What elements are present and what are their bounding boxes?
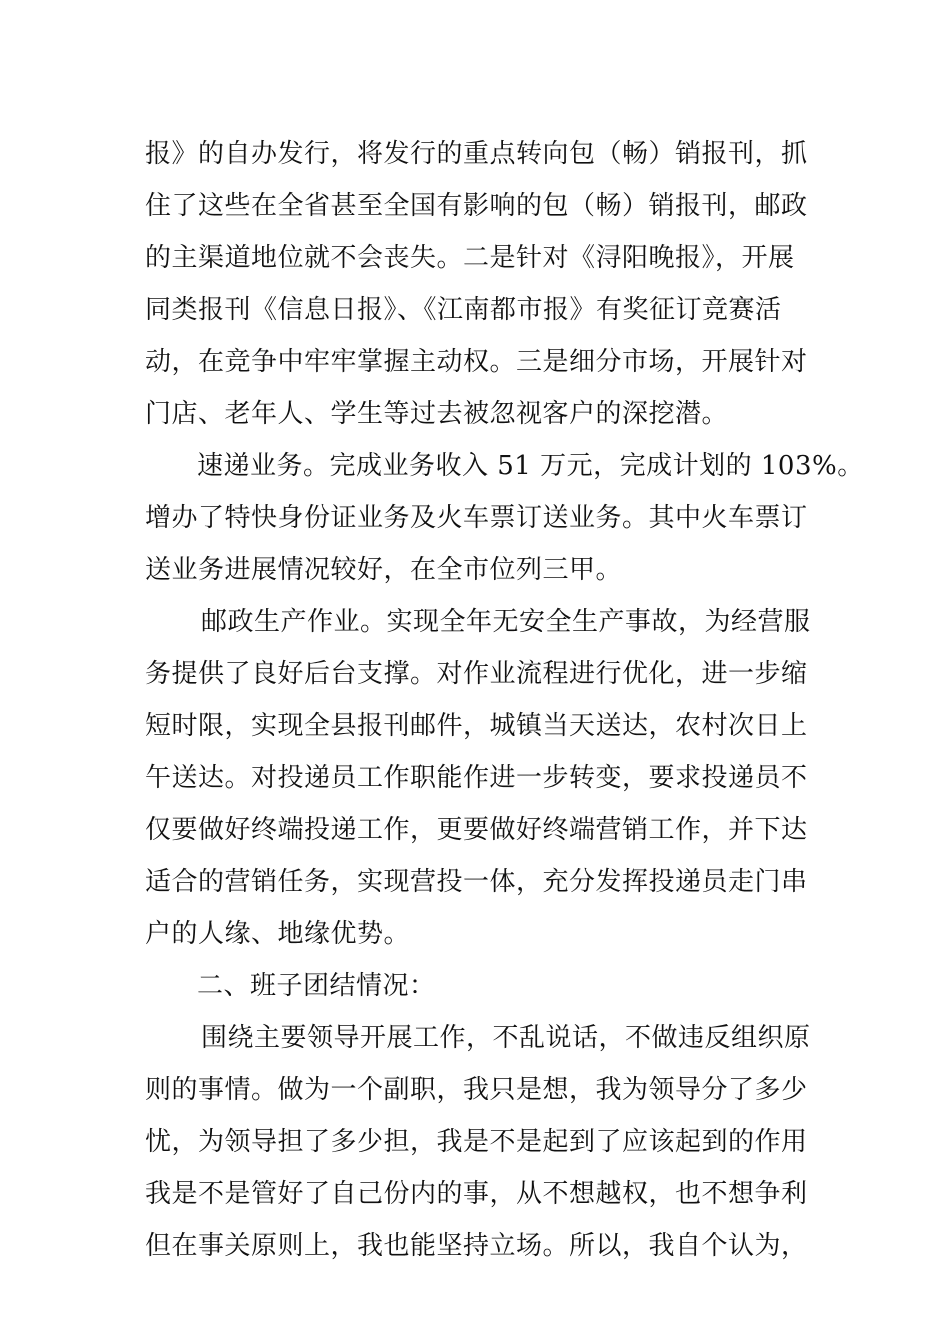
text-line: 住了这些在全省甚至全国有影响的包（畅）销报刊，邮政 xyxy=(145,191,808,221)
text-line: 务提供了良好后台支撑。对作业流程进行优化，进一步缩 xyxy=(145,659,808,689)
paragraph-unity-start: 围绕主要领导开展工作，不乱说话，不做违反组织原 xyxy=(201,1023,811,1053)
body-text xyxy=(145,128,864,1272)
text-line: 短时限，实现全县报刊邮件，城镇当天送达，农村次日上 xyxy=(145,711,808,741)
text-line: 同类报刊《信息日报》、《江南都市报》有奖征订竞赛活 xyxy=(145,295,782,325)
text-line: 增办了特快身份证业务及火车票订送业务。其中火车票订 xyxy=(145,503,808,533)
text-line: 门店、老年人、学生等过去被忽视客户的深挖潜。 xyxy=(145,399,729,429)
paragraph-production-start: 邮政生产作业。实现全年无安全生产事故，为经营服 xyxy=(201,607,811,637)
text-line: 户的人缘、地缘优势。 xyxy=(145,919,411,949)
text-line: 则的事情。做为一个副职，我只是想，我为领导分了多少 xyxy=(145,1075,808,1105)
text-line: 送业务进展情况较好，在全市位列三甲。 xyxy=(145,555,623,585)
text-line: 报》的自办发行，将发行的重点转向包（畅）销报刊，抓 xyxy=(145,139,808,169)
text-line: 的主渠道地位就不会丧失。二是针对《浔阳晚报》，开展 xyxy=(145,243,795,273)
text-line: 但在事关原则上，我也能坚持立场。所以，我自个认为， xyxy=(145,1231,808,1261)
paragraph-express-start: 速递业务。完成业务收入 51 万元，完成计划的 103%。 xyxy=(197,451,864,481)
text-line: 午送达。对投递员工作职能作进一步转变，要求投递员不 xyxy=(145,763,808,793)
section-heading: 二、班子团结情况： xyxy=(197,971,436,1001)
text-line: 动，在竞争中牢牢掌握主动权。三是细分市场，开展针对 xyxy=(145,347,808,377)
text-line: 适合的营销任务，实现营投一体，充分发挥投递员走门串 xyxy=(145,867,808,897)
text-line: 忧，为领导担了多少担，我是不是起到了应该起到的作用 xyxy=(145,1127,808,1157)
text-line: 我是不是管好了自己份内的事，从不想越权，也不想争利 xyxy=(145,1179,808,1209)
text-line: 仅要做好终端投递工作，更要做好终端营销工作，并下达 xyxy=(145,815,808,845)
